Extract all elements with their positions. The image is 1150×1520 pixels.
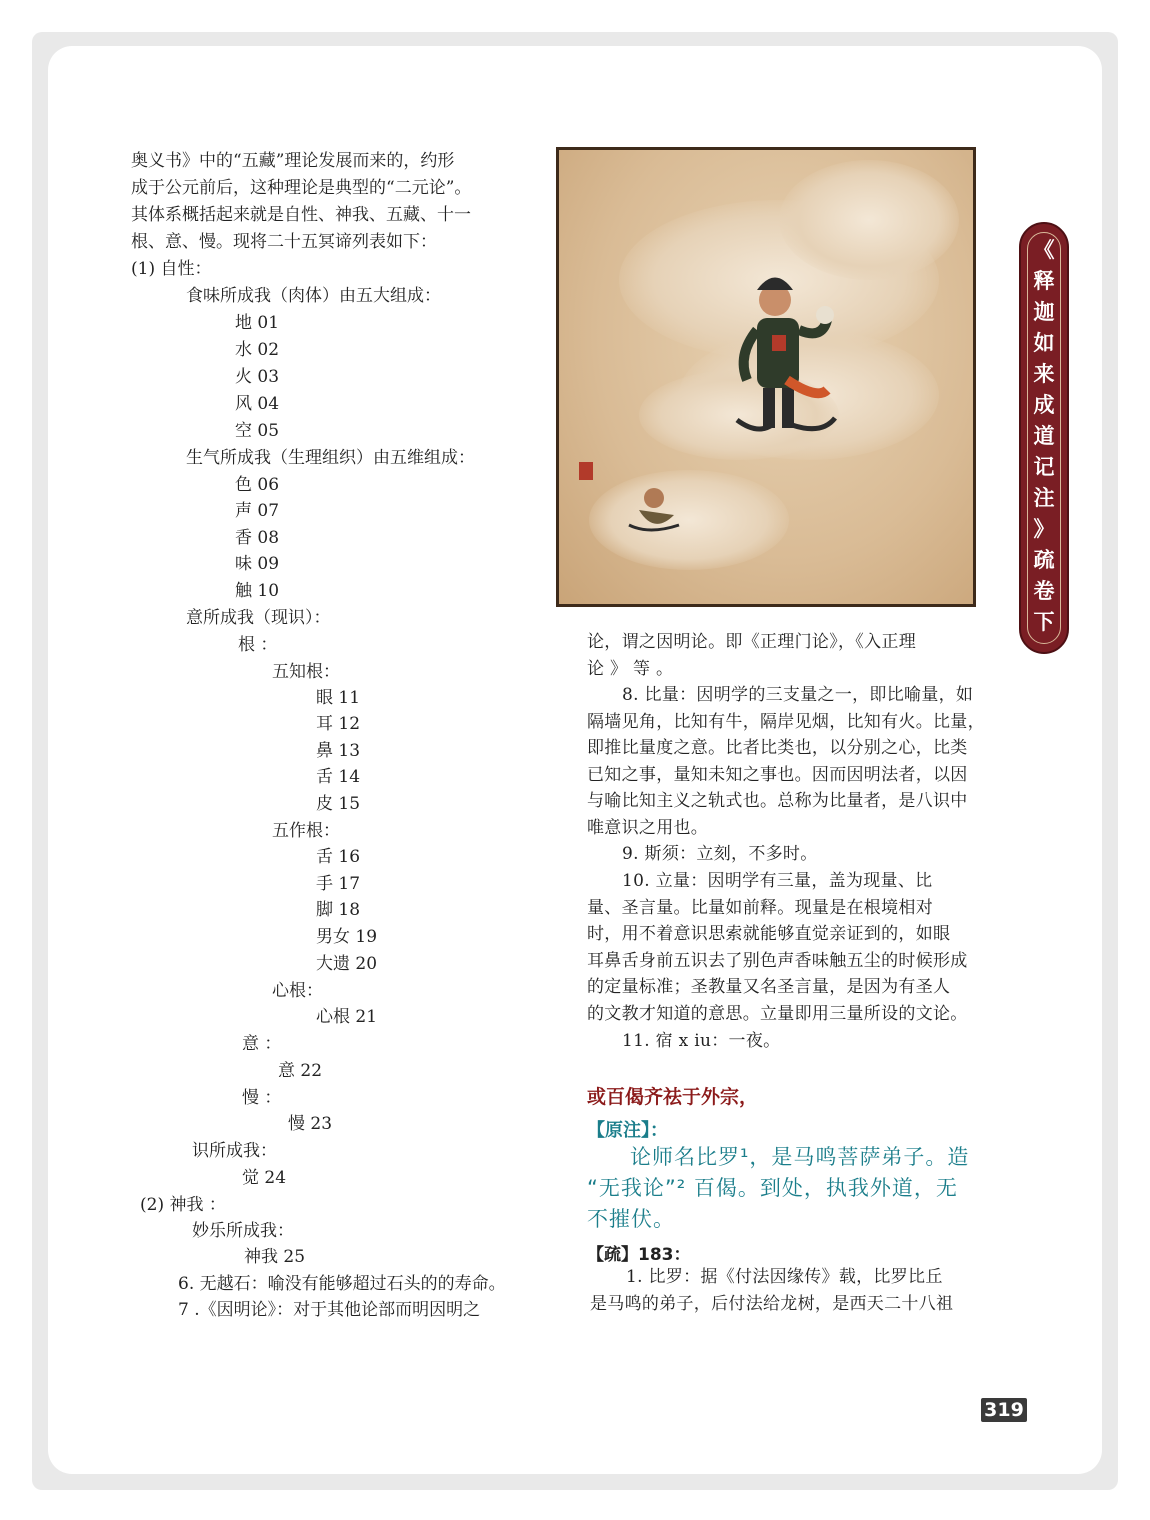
text-line: 神我 25: [244, 1247, 306, 1267]
sidebar-char: 下: [1033, 610, 1055, 634]
text-line: 已知之事，量知未知之事也。因而因明法者，以因: [587, 765, 968, 785]
text-line: 五作根：: [272, 821, 340, 841]
text-line: 舌 14: [316, 767, 361, 787]
text-line: 奥义书》中的“五藏”理论发展而来的，约形: [131, 151, 455, 171]
text-line: 妙乐所成我：: [192, 1221, 294, 1241]
sidebar-char: 成: [1033, 393, 1055, 417]
text-line: 时，用不着意识思索就能够直觉亲证到的，如眼: [587, 924, 951, 944]
text-line: 6. 无越石：喻没有能够超过石头的的寿命。: [178, 1274, 506, 1294]
commentary-line: 1. 比罗：据《付法因缘传》载，比罗比丘: [626, 1267, 943, 1287]
text-line: 慢 ：: [242, 1088, 282, 1108]
text-line: 眼 11: [316, 688, 361, 708]
text-line: 11. 宿 x iu：一夜。: [622, 1031, 781, 1051]
text-line: 生气所成我（生理组织）由五维组成：: [186, 448, 475, 468]
seal-stamp: [579, 462, 593, 480]
text-line: 论 》 等 。: [587, 659, 674, 679]
sidebar-char: 卷: [1033, 579, 1055, 603]
text-line: 色 06: [235, 475, 280, 495]
text-line: 觉 24: [242, 1168, 287, 1188]
small-figure: [619, 480, 689, 540]
text-line: 声 07: [235, 501, 280, 521]
text-line: (1) 自性：: [131, 259, 212, 279]
text-line: 舌 16: [316, 847, 361, 867]
verse-title: 或百偈齐祛于外宗，: [587, 1086, 759, 1108]
sidebar-char: 释: [1033, 269, 1055, 293]
text-line: 8. 比量：因明学的三支量之一，即比喻量，如: [622, 685, 974, 705]
text-line: 皮 15: [316, 794, 361, 814]
text-line: 心根 21: [316, 1007, 378, 1027]
text-line: 鼻 13: [316, 741, 361, 761]
text-line: 手 17: [316, 874, 361, 894]
text-line: 的文教才知道的意思。立量即用三量所设的文论。: [587, 1004, 968, 1024]
text-line: 心根：: [272, 981, 323, 1001]
commentary-label: 【疏】183：: [587, 1245, 691, 1265]
sidebar-char: 记: [1033, 455, 1055, 479]
text-line: 根 ：: [238, 635, 278, 655]
verse-line: “无我论”² 百偈。到处，执我外道，无: [587, 1176, 958, 1200]
text-line: 大遗 20: [316, 954, 378, 974]
text-line: 意所成我（现识）：: [186, 608, 331, 628]
verse-line: 论师名比罗¹，是马鸣菩萨弟子。造: [630, 1145, 970, 1169]
text-line: 7 .《因明论》：对于其他论部而明因明之: [178, 1300, 481, 1320]
commentary-line: 是马鸣的弟子，后付法给龙树，是西天二十八祖: [590, 1294, 954, 1314]
text-line: 与喻比知主义之轨式也。总称为比量者，是八识中: [587, 791, 968, 811]
sidebar-char: 》: [1033, 517, 1055, 541]
text-line: 水 02: [235, 340, 280, 360]
text-line: 男女 19: [316, 927, 378, 947]
buddhist-painting: [556, 147, 976, 607]
text-line: 五知根：: [272, 662, 340, 682]
text-line: 量、圣言量。比量如前释。现量是在根境相对: [587, 898, 933, 918]
text-line: 火 03: [235, 367, 280, 387]
text-line: 空 05: [235, 421, 280, 441]
text-line: 味 09: [235, 554, 280, 574]
page-number: 319: [981, 1398, 1027, 1422]
book-title-sidebar: [1019, 222, 1069, 654]
text-line: 论，谓之因明论。即《正理门论》，《入正理: [587, 632, 916, 652]
text-line: 其体系概括起来就是自性、神我、五藏、十一: [131, 205, 471, 225]
text-line: 的定量标准；圣教量又名圣言量，是因为有圣人: [587, 977, 951, 997]
sidebar-char: 《: [1033, 238, 1055, 262]
original-note-label: 【原注】：: [587, 1120, 668, 1141]
text-line: 脚 18: [316, 900, 361, 920]
text-line: 地 01: [235, 313, 280, 333]
text-line: 根、意、慢。现将二十五冥谛列表如下：: [131, 232, 437, 252]
text-line: (2) 神我 ：: [140, 1195, 226, 1215]
text-line: 香 08: [235, 528, 280, 548]
text-line: 10. 立量：因明学有三量，盖为现量、比: [622, 871, 933, 891]
sidebar-char: 注: [1033, 486, 1055, 510]
text-line: 耳 12: [316, 714, 361, 734]
text-line: 即推比量度之意。比者比类也，以分别之心，比类: [587, 738, 968, 758]
deity-figure: [727, 260, 837, 450]
text-line: 意 22: [278, 1061, 323, 1081]
text-line: 慢 23: [288, 1114, 333, 1134]
sidebar-char: 来: [1033, 362, 1055, 386]
text-line: 唯意识之用也。: [587, 818, 709, 838]
sidebar-char: 疏: [1033, 548, 1055, 572]
sidebar-char: 如: [1033, 331, 1055, 355]
sidebar-char: 迦: [1033, 300, 1055, 324]
text-line: 耳鼻舌身前五识去了别色声香味触五尘的时候形成: [587, 951, 968, 971]
verse-line: 不摧伏。: [587, 1207, 675, 1231]
text-line: 食味所成我（肉体）由五大组成：: [186, 286, 441, 306]
sidebar-char: 道: [1033, 424, 1055, 448]
text-line: 意 ：: [242, 1034, 282, 1054]
text-line: 识所成我：: [192, 1141, 277, 1161]
text-line: 隔墙见角，比知有牛，隔岸见烟，比知有火。比量，: [587, 712, 985, 732]
text-line: 风 04: [235, 394, 280, 414]
text-line: 触 10: [235, 581, 280, 601]
text-line: 9. 斯须：立刻，不多时。: [622, 844, 818, 864]
text-line: 成于公元前后，这种理论是典型的“二元论”。: [131, 178, 472, 198]
